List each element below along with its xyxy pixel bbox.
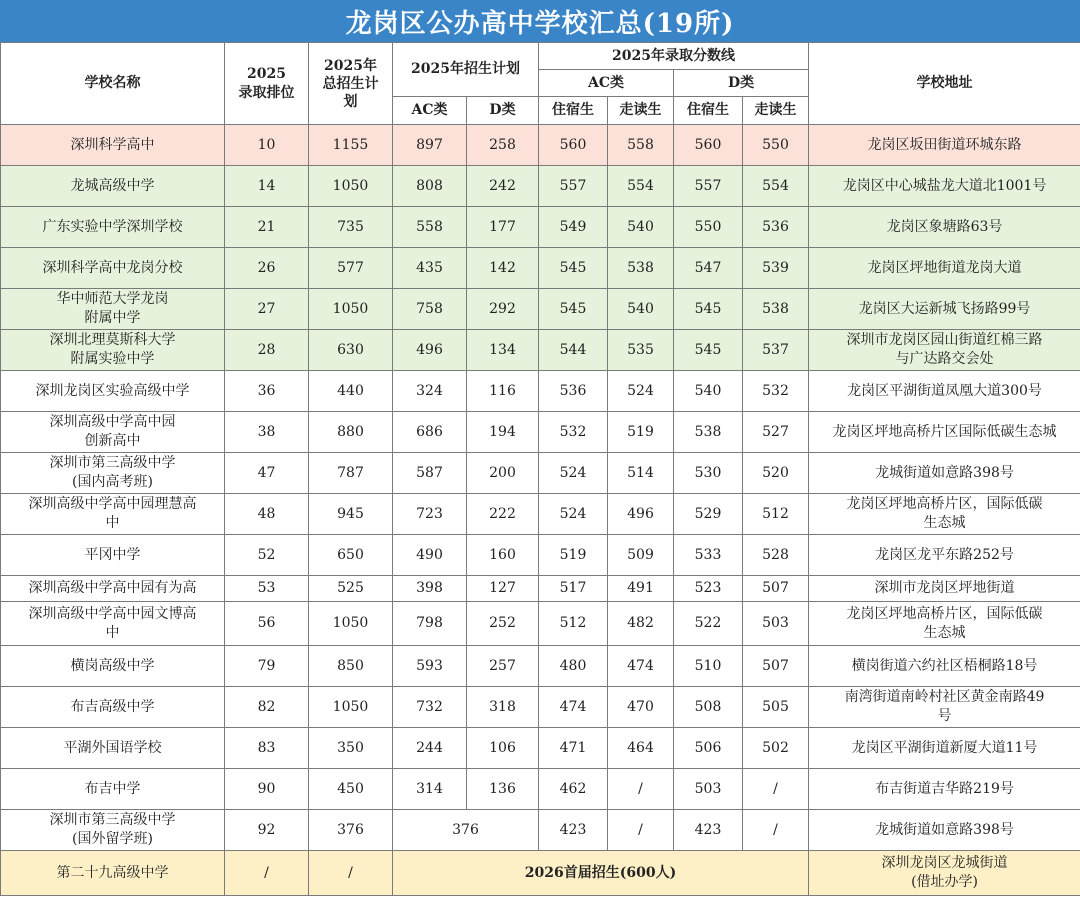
d-day-cutoff: 532 <box>743 371 809 412</box>
school-name: 广东实验中学深圳学校 <box>1 207 225 248</box>
ac-boarding-cutoff: 524 <box>539 494 608 535</box>
ac-day-cutoff: 470 <box>608 687 674 728</box>
plan-ac: 732 <box>393 687 467 728</box>
plan-ac: 244 <box>393 728 467 769</box>
school-name: 平湖外国语学校 <box>1 728 225 769</box>
ac-day-cutoff: 538 <box>608 248 674 289</box>
table-row <box>1 371 1080 412</box>
admission-rank: 26 <box>225 248 309 289</box>
d-day-cutoff: 539 <box>743 248 809 289</box>
plan-d: 116 <box>467 371 539 412</box>
table-row <box>1 646 1080 687</box>
school-address: 龙岗区中心城盐龙大道北1001号 <box>809 166 1080 207</box>
admission-rank: 10 <box>225 125 309 166</box>
school-name: 深圳高级中学高中园有为高 <box>1 576 225 602</box>
admission-rank: 27 <box>225 289 309 330</box>
ac-boarding-cutoff: 545 <box>539 248 608 289</box>
d-day-cutoff: 538 <box>743 289 809 330</box>
ac-day-cutoff: 540 <box>608 207 674 248</box>
d-day-cutoff: / <box>743 810 809 851</box>
header-rank: 2025 录取排位 <box>225 43 309 125</box>
admission-rank: 36 <box>225 371 309 412</box>
plan-d: 222 <box>467 494 539 535</box>
d-boarding-cutoff: 538 <box>674 412 743 453</box>
header-address: 学校地址 <box>809 43 1080 125</box>
plan-d: 177 <box>467 207 539 248</box>
d-day-cutoff: 550 <box>743 125 809 166</box>
ac-day-cutoff: 514 <box>608 453 674 494</box>
plan-ac: 758 <box>393 289 467 330</box>
ac-day-cutoff: 554 <box>608 166 674 207</box>
table-row <box>1 769 1080 810</box>
table-row <box>1 494 1080 535</box>
plan-ac: 490 <box>393 535 467 576</box>
school-address: 龙岗区大运新城飞扬路99号 <box>809 289 1080 330</box>
plan-d: 257 <box>467 646 539 687</box>
ac-boarding-cutoff: 549 <box>539 207 608 248</box>
ac-boarding-cutoff: 519 <box>539 535 608 576</box>
school-address: 龙岗区龙平东路252号 <box>809 535 1080 576</box>
ac-day-cutoff: / <box>608 810 674 851</box>
plan-d: 242 <box>467 166 539 207</box>
total-plan: 945 <box>309 494 393 535</box>
ac-day-cutoff: 474 <box>608 646 674 687</box>
table-row <box>1 166 1080 207</box>
total-plan: 630 <box>309 330 393 371</box>
ac-day-cutoff: 558 <box>608 125 674 166</box>
school-name: 深圳龙岗区实验高级中学 <box>1 371 225 412</box>
total-plan: 735 <box>309 207 393 248</box>
d-boarding-cutoff: 530 <box>674 453 743 494</box>
plan-ac: 808 <box>393 166 467 207</box>
header-cutoff-ac: AC类 <box>539 70 674 97</box>
ac-boarding-cutoff: 474 <box>539 687 608 728</box>
school-name: 深圳科学高中龙岗分校 <box>1 248 225 289</box>
d-day-cutoff: 505 <box>743 687 809 728</box>
school-address: 龙城街道如意路398号 <box>809 810 1080 851</box>
d-boarding-cutoff: 510 <box>674 646 743 687</box>
header-plan-ac: AC类 <box>393 97 467 125</box>
table-row <box>1 576 1080 602</box>
header-plan-d: D类 <box>467 97 539 125</box>
d-boarding-cutoff: 506 <box>674 728 743 769</box>
table-row <box>1 453 1080 494</box>
ac-day-cutoff: 496 <box>608 494 674 535</box>
plan-d: 194 <box>467 412 539 453</box>
plan-ac: 897 <box>393 125 467 166</box>
ac-day-cutoff: 540 <box>608 289 674 330</box>
total-plan: 1050 <box>309 687 393 728</box>
d-boarding-cutoff: 557 <box>674 166 743 207</box>
school-name: 华中师范大学龙岗 附属中学 <box>1 289 225 330</box>
plan-ac: 798 <box>393 602 467 646</box>
d-boarding-cutoff: 540 <box>674 371 743 412</box>
school-name: 平冈中学 <box>1 535 225 576</box>
total-plan: 1155 <box>309 125 393 166</box>
total-plan: 880 <box>309 412 393 453</box>
ac-day-cutoff: 509 <box>608 535 674 576</box>
table-row <box>1 412 1080 453</box>
d-day-cutoff: 512 <box>743 494 809 535</box>
ac-day-cutoff: 482 <box>608 602 674 646</box>
header-d-boarding: 住宿生 <box>674 97 743 125</box>
d-day-cutoff: 507 <box>743 576 809 602</box>
total-plan: 850 <box>309 646 393 687</box>
admission-rank: 21 <box>225 207 309 248</box>
school-address: 龙城街道如意路398号 <box>809 453 1080 494</box>
d-boarding-cutoff: 560 <box>674 125 743 166</box>
total-plan: 1050 <box>309 602 393 646</box>
plan-ac: 398 <box>393 576 467 602</box>
total-plan: 450 <box>309 769 393 810</box>
d-boarding-cutoff: 523 <box>674 576 743 602</box>
total-plan: 1050 <box>309 289 393 330</box>
admission-rank: 56 <box>225 602 309 646</box>
ac-boarding-cutoff: 536 <box>539 371 608 412</box>
plan-ac: 723 <box>393 494 467 535</box>
plan-d: 106 <box>467 728 539 769</box>
school-name: 深圳市第三高级中学 (国外留学班) <box>1 810 225 851</box>
ac-boarding-cutoff: 517 <box>539 576 608 602</box>
school-address: 深圳市龙岗区坪地街道 <box>809 576 1080 602</box>
d-day-cutoff: 520 <box>743 453 809 494</box>
total-plan: 787 <box>309 453 393 494</box>
school-name: 深圳科学高中 <box>1 125 225 166</box>
school-name: 深圳高级中学高中园文博高 中 <box>1 602 225 646</box>
school-name: 第二十九高级中学 <box>1 851 225 896</box>
header-d-day: 走读生 <box>743 97 809 125</box>
ac-boarding-cutoff: 544 <box>539 330 608 371</box>
d-boarding-cutoff: 503 <box>674 769 743 810</box>
school-address: 深圳龙岗区龙城街道 (借址办学) <box>809 851 1080 896</box>
ac-day-cutoff: / <box>608 769 674 810</box>
ac-boarding-cutoff: 557 <box>539 166 608 207</box>
d-day-cutoff: 554 <box>743 166 809 207</box>
school-name: 深圳市第三高级中学 (国内高考班) <box>1 453 225 494</box>
d-boarding-cutoff: 423 <box>674 810 743 851</box>
header-ac-day: 走读生 <box>608 97 674 125</box>
table-body <box>1 125 1080 896</box>
plan-d: 252 <box>467 602 539 646</box>
plan-d: 200 <box>467 453 539 494</box>
ac-boarding-cutoff: 512 <box>539 602 608 646</box>
table-row <box>1 289 1080 330</box>
admission-rank: 90 <box>225 769 309 810</box>
d-boarding-cutoff: 533 <box>674 535 743 576</box>
total-plan: 577 <box>309 248 393 289</box>
table-row-new-school <box>1 851 1080 896</box>
table-row <box>1 125 1080 166</box>
d-day-cutoff: 537 <box>743 330 809 371</box>
plan-ac: 593 <box>393 646 467 687</box>
school-address: 布吉街道吉华路219号 <box>809 769 1080 810</box>
plan-d: 136 <box>467 769 539 810</box>
school-address: 龙岗区坪地高桥片区国际低碳生态城 <box>809 412 1080 453</box>
school-address: 龙岗区坪地高桥片区，国际低碳 生态城 <box>809 602 1080 646</box>
ac-boarding-cutoff: 462 <box>539 769 608 810</box>
first-enrollment-note: 2026首届招生(600人) <box>393 851 809 896</box>
school-address: 南湾街道南岭村社区黄金南路49 号 <box>809 687 1080 728</box>
school-address: 龙岗区坪地街道龙岗大道 <box>809 248 1080 289</box>
admission-rank: 48 <box>225 494 309 535</box>
school-name: 深圳高级中学高中园 创新高中 <box>1 412 225 453</box>
d-boarding-cutoff: 545 <box>674 289 743 330</box>
admission-rank: 79 <box>225 646 309 687</box>
plan-d: 258 <box>467 125 539 166</box>
admission-rank: 83 <box>225 728 309 769</box>
admission-rank: 47 <box>225 453 309 494</box>
d-boarding-cutoff: 550 <box>674 207 743 248</box>
d-day-cutoff: / <box>743 769 809 810</box>
d-boarding-cutoff: 547 <box>674 248 743 289</box>
school-name: 深圳高级中学高中园理慧高 中 <box>1 494 225 535</box>
plan-ac: 558 <box>393 207 467 248</box>
admission-rank: 28 <box>225 330 309 371</box>
plan-merged: 376 <box>393 810 539 851</box>
d-boarding-cutoff: 508 <box>674 687 743 728</box>
ac-day-cutoff: 464 <box>608 728 674 769</box>
ac-day-cutoff: 491 <box>608 576 674 602</box>
total-plan: 525 <box>309 576 393 602</box>
total-plan: / <box>309 851 393 896</box>
admission-rank: 38 <box>225 412 309 453</box>
plan-d: 318 <box>467 687 539 728</box>
school-address: 龙岗区平湖街道凤凰大道300号 <box>809 371 1080 412</box>
d-boarding-cutoff: 529 <box>674 494 743 535</box>
table-row <box>1 207 1080 248</box>
admission-rank: 14 <box>225 166 309 207</box>
plan-ac: 435 <box>393 248 467 289</box>
table-row-intl <box>1 810 1080 851</box>
table-row <box>1 535 1080 576</box>
school-address: 龙岗区坪地高桥片区，国际低碳 生态城 <box>809 494 1080 535</box>
ac-boarding-cutoff: 471 <box>539 728 608 769</box>
d-boarding-cutoff: 522 <box>674 602 743 646</box>
d-day-cutoff: 507 <box>743 646 809 687</box>
table-row <box>1 602 1080 646</box>
school-name: 布吉高级中学 <box>1 687 225 728</box>
table-row <box>1 248 1080 289</box>
school-address: 横岗街道六约社区梧桐路18号 <box>809 646 1080 687</box>
school-summary-table <box>0 42 1080 896</box>
school-name: 龙城高级中学 <box>1 166 225 207</box>
header-total-plan: 2025年 总招生计 划 <box>309 43 393 125</box>
total-plan: 440 <box>309 371 393 412</box>
header-plan-group: 2025年招生计划 <box>393 43 539 97</box>
d-day-cutoff: 527 <box>743 412 809 453</box>
plan-d: 160 <box>467 535 539 576</box>
plan-ac: 314 <box>393 769 467 810</box>
total-plan: 1050 <box>309 166 393 207</box>
table-row <box>1 728 1080 769</box>
table-row <box>1 330 1080 371</box>
plan-d: 292 <box>467 289 539 330</box>
admission-rank: 53 <box>225 576 309 602</box>
d-day-cutoff: 536 <box>743 207 809 248</box>
plan-ac: 496 <box>393 330 467 371</box>
ac-boarding-cutoff: 545 <box>539 289 608 330</box>
d-day-cutoff: 503 <box>743 602 809 646</box>
header-cutoff-d: D类 <box>674 70 809 97</box>
admission-rank: / <box>225 851 309 896</box>
school-name: 横岗高级中学 <box>1 646 225 687</box>
d-day-cutoff: 502 <box>743 728 809 769</box>
page-title: 龙岗区公办高中学校汇总(19所) <box>0 0 1080 42</box>
plan-d: 127 <box>467 576 539 602</box>
plan-ac: 324 <box>393 371 467 412</box>
table-row <box>1 687 1080 728</box>
ac-boarding-cutoff: 480 <box>539 646 608 687</box>
admission-rank: 92 <box>225 810 309 851</box>
total-plan: 350 <box>309 728 393 769</box>
school-address: 深圳市龙岗区园山街道红棉三路 与广达路交会处 <box>809 330 1080 371</box>
ac-day-cutoff: 524 <box>608 371 674 412</box>
ac-boarding-cutoff: 423 <box>539 810 608 851</box>
school-name: 布吉中学 <box>1 769 225 810</box>
admission-rank: 82 <box>225 687 309 728</box>
d-day-cutoff: 528 <box>743 535 809 576</box>
ac-boarding-cutoff: 524 <box>539 453 608 494</box>
ac-boarding-cutoff: 560 <box>539 125 608 166</box>
total-plan: 376 <box>309 810 393 851</box>
ac-day-cutoff: 535 <box>608 330 674 371</box>
total-plan: 650 <box>309 535 393 576</box>
school-address: 龙岗区平湖街道新厦大道11号 <box>809 728 1080 769</box>
d-boarding-cutoff: 545 <box>674 330 743 371</box>
plan-ac: 686 <box>393 412 467 453</box>
header-ac-boarding: 住宿生 <box>539 97 608 125</box>
plan-d: 134 <box>467 330 539 371</box>
admission-rank: 52 <box>225 535 309 576</box>
ac-boarding-cutoff: 532 <box>539 412 608 453</box>
header-cutoff-group: 2025年录取分数线 <box>539 43 809 70</box>
school-address: 龙岗区象塘路63号 <box>809 207 1080 248</box>
header-school-name: 学校名称 <box>1 43 225 125</box>
school-name: 深圳北理莫斯科大学 附属实验中学 <box>1 330 225 371</box>
plan-ac: 587 <box>393 453 467 494</box>
ac-day-cutoff: 519 <box>608 412 674 453</box>
school-address: 龙岗区坂田街道环城东路 <box>809 125 1080 166</box>
plan-d: 142 <box>467 248 539 289</box>
